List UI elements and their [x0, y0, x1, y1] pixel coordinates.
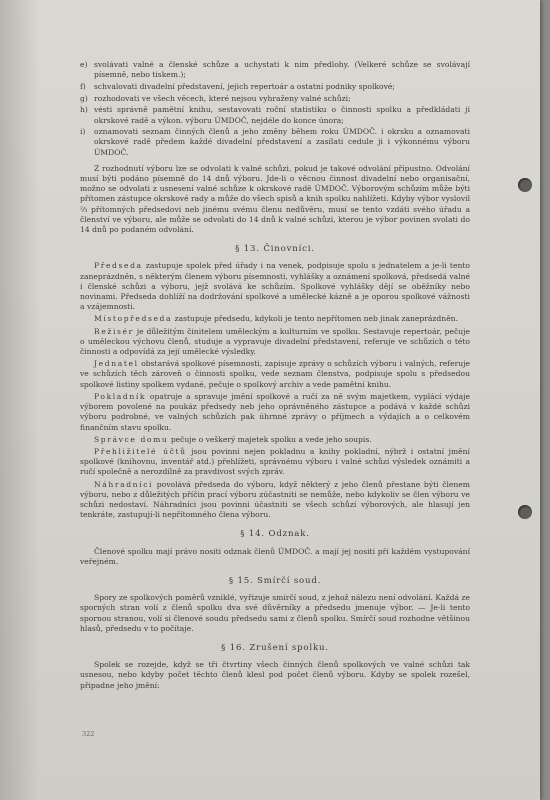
section-heading-16: § 16. Zrušení spolku.: [221, 642, 329, 653]
page-edge-shadow: [0, 0, 40, 800]
appeal-paragraph: Z rozhodnutí výboru lze se odvolati k valné schůzi, pokud je takové odvolání přípustno. Odvolání musí býti podáno písemně do 14 dnů výboru. Jde-li o věcnou činnost divadelní nebo organisační, možno se odvolati z usnesení valné schůze k okrskové radě ÚMDOČ. Výborovým schůzím může býti přítomen zástupce okrskové rady a může do všech spisů a knih spolku nahlížeti. Kdyby výbor vyslovil ⅔ přítomných předsedovi neb jinému svému členu nedůvěru, musí se tento vzdáti svého úřadu a členství ve výboru, ale může se odvolati do 14 dnů k valné schůzi, kterou je výbor povinen svolati do 14 dnů po podaném odvolání.: [80, 163, 471, 235]
paragraph-prehlizitele: Přehližitelé účtů jsou povinni nejen pokladnu a knihy pokladní, nýbrž i ostatní jmění spolkové (knihovnu, inventář atd.) přehlížeti, správnému výboru i valné schůzi výsledek oznámiti a ručí společně a nerozdílně za pravdivost svých zpráv.: [80, 446, 470, 477]
paragraph-smirci-soud: Spory ze spolkových poměrů vzniklé, vyřizuje smírčí soud, z jehož nálezu není odvolání. Každá ze sporných stran volí z členů spolku dva své důvěrníky a předsedu jmenuje výbor. — Je-li tento spornou stranou, volí si členové soudu předsedu sami z členů spolku. Smírčí soud rozhodne většinou hlasů, předsedu v to počítaje.: [80, 593, 470, 633]
paragraph-zruseni: Spolek se rozejde, když se tři čtvrtiny všech činných členů spolkových ve valné schůzi tak usnesou, nebo kdyby počet těchto členů klesl pod počet členů výboru. Kdyby se spolek rozešel, připadne jeho jmění:: [80, 660, 470, 690]
list-item: i) oznamovati seznam činných členů a jeho změny během roku ÚMDOČ. i okrsku a oznamovati okrskové radě předem každé divadelní představení a zasílati cedule ji i výkonnému výboru ÚMDOČ.: [80, 127, 470, 157]
page-number: 322: [82, 730, 95, 738]
paragraph-pokladnik: Pokladník opatruje a spravuje jmění spolkové a ručí za ně svým majetkem, vyplácí výdaje výborem povolené na poukáz předsedy neb jeho oprávněného zástupce a podává v každé schůzi výboru podrobné, ve valných schůzích pak úhrnné zprávy o příjmech a výdajích a o celkovém finančním stavu spolku.: [80, 391, 470, 432]
list-item: g) rozhodovati ve všech věcech, které nejsou vyhraženy valné schůzi;: [80, 93, 351, 103]
paragraph-jednatel: Jednatel obstarává spolkové písemnosti, zapisuje zprávy o schůzích výboru i valných, referuje ve schůzích těch zároveň o činnosti spolku, vede seznam členstva, podpisuje spolu s předsedou spolkové listiny spolkem vydané, pečuje o spolkový archiv a vede pamětní knihu.: [80, 359, 470, 389]
list-item: f) schvalovati divadelní představení, jejich repertoár a ostatní podniky spolkové;: [80, 81, 395, 91]
list-item: e) svolávati valné a členské schůze a uchystati k nim předlohy. (Velkeré schůze se svolávají písemně, nebo tiskem.);: [80, 60, 470, 80]
page-text: [80, 60, 470, 693]
paragraph-predseda: Předseda zastupuje spolek před úřady i na venek, podpisuje spolu s jednatelem a je-li tento zaneprázdněn, s některým členem výboru písemnosti, vyhlášky a oznámení spolková, předsedá valné i členské schůzi a výboru, jejž svolává ke schůzím. Spolkové vyhlášky dějí se oběžníky nebo novinami. Předseda dohlíží na dodržování spolkové a umělecké kázně a je oporou spolkové vážnosti a vzájemnosti.: [80, 261, 470, 312]
paragraph-nahradnici: Náhradníci povolává předseda do výboru, když některý z jeho členů přestane býti členem výboru, nebo z důležitých příčin prací výboru zúčastniti se nemůže, nebo kdykoliv se člen výboru ve schůzi nedostaví. Náhradníci jsou povinni účastniti se všech schůzí výborových, ale hlasují jen tenkráte, zastupují-li nepřítomného člena výboru.: [80, 479, 470, 520]
paragraph-odznak: Členové spolku mají právo nositi odznak členů ÚMDOČ. a mají jej nositi při každém vystupování veřejném.: [80, 546, 470, 566]
paragraph-mistopredseda: Místopředseda zastupuje předsedu, kdykoli je tento nepřítomen neb jinak zaneprázdněn.: [94, 314, 458, 324]
duties-list: [80, 60, 470, 158]
list-item: h) vésti správně pamětní knihu, sestavovati roční statistiku o činnosti spolku a předkládati ji okrskové radě a výkon. výboru ÚMDOČ, nejdéle do konce února;: [80, 105, 470, 125]
punch-hole: [518, 178, 532, 192]
punch-hole: [518, 505, 532, 519]
section-heading-15: § 15. Smírčí soud.: [228, 575, 322, 586]
paragraph-reziser: Režisér je důležitým činitelem uměleckým a kulturním ve spolku. Sestavuje repertoár, pečuje o uměleckou výchovu členů, studuje a vypravuje divadelní představení, referuje ve schůzích o této činnosti a odpovídá za její umělecké výsledky.: [80, 326, 470, 357]
section-heading-13: § 13. Činovníci.: [235, 244, 315, 255]
section-heading-14: § 14. Odznak.: [240, 529, 310, 540]
paragraph-spravce: Správce domu pečuje o veškerý majetek spolku a vede jeho soupis.: [94, 434, 372, 444]
